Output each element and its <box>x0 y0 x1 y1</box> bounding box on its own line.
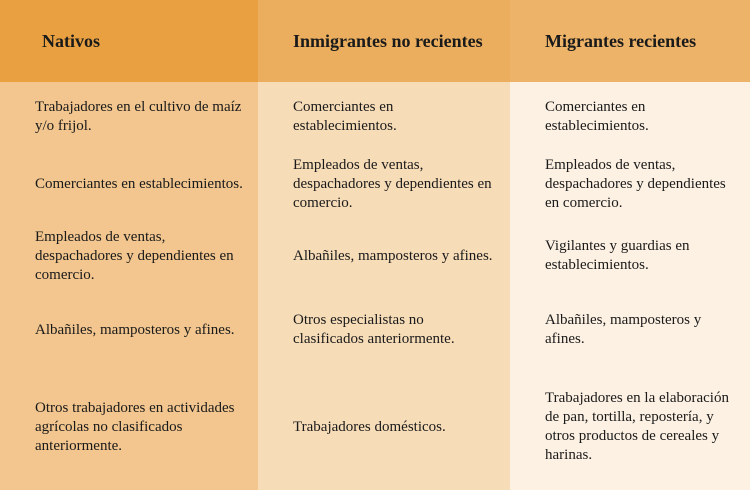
table-cell: Empleados de ventas, despachadores y dependientes en comercio. <box>258 152 510 216</box>
table-cell: Comerciantes en establecimientos. <box>0 152 258 216</box>
table-cell: Empleados de ventas, despachadores y dependientes en comercio. <box>0 216 258 296</box>
table-cell: Comerciantes en establecimientos. <box>258 82 510 152</box>
header-migrantes-recientes: Migrantes recientes <box>510 0 750 82</box>
table-cell: Otros trabajadores en actividades agrícolas no clasificados anteriormente. <box>0 364 258 490</box>
table-cell: Trabajadores en el cultivo de maíz y/o frijol. <box>0 82 258 152</box>
table-cell: Otros especialistas no clasificados anteriormente. <box>258 296 510 364</box>
header-inmigrantes-no-recientes: Inmigrantes no recientes <box>258 0 510 82</box>
table-cell: Trabajadores en la elaboración de pan, tortilla, repostería, y otros productos de cereales y harinas. <box>510 364 750 490</box>
table-cell: Empleados de ventas, despachadores y dependientes en comercio. <box>510 152 750 216</box>
table-cell: Albañiles, mamposteros y afines. <box>0 296 258 364</box>
table-cell: Comerciantes en establecimientos. <box>510 82 750 152</box>
table-cell: Albañiles, mamposteros y afines. <box>510 296 750 364</box>
table-cell: Albañiles, mamposteros y afines. <box>258 216 510 296</box>
table-cell: Trabajadores domésticos. <box>258 364 510 490</box>
header-nativos: Nativos <box>0 0 258 82</box>
table-cell: Vigilantes y guardias en establecimientos. <box>510 216 750 296</box>
